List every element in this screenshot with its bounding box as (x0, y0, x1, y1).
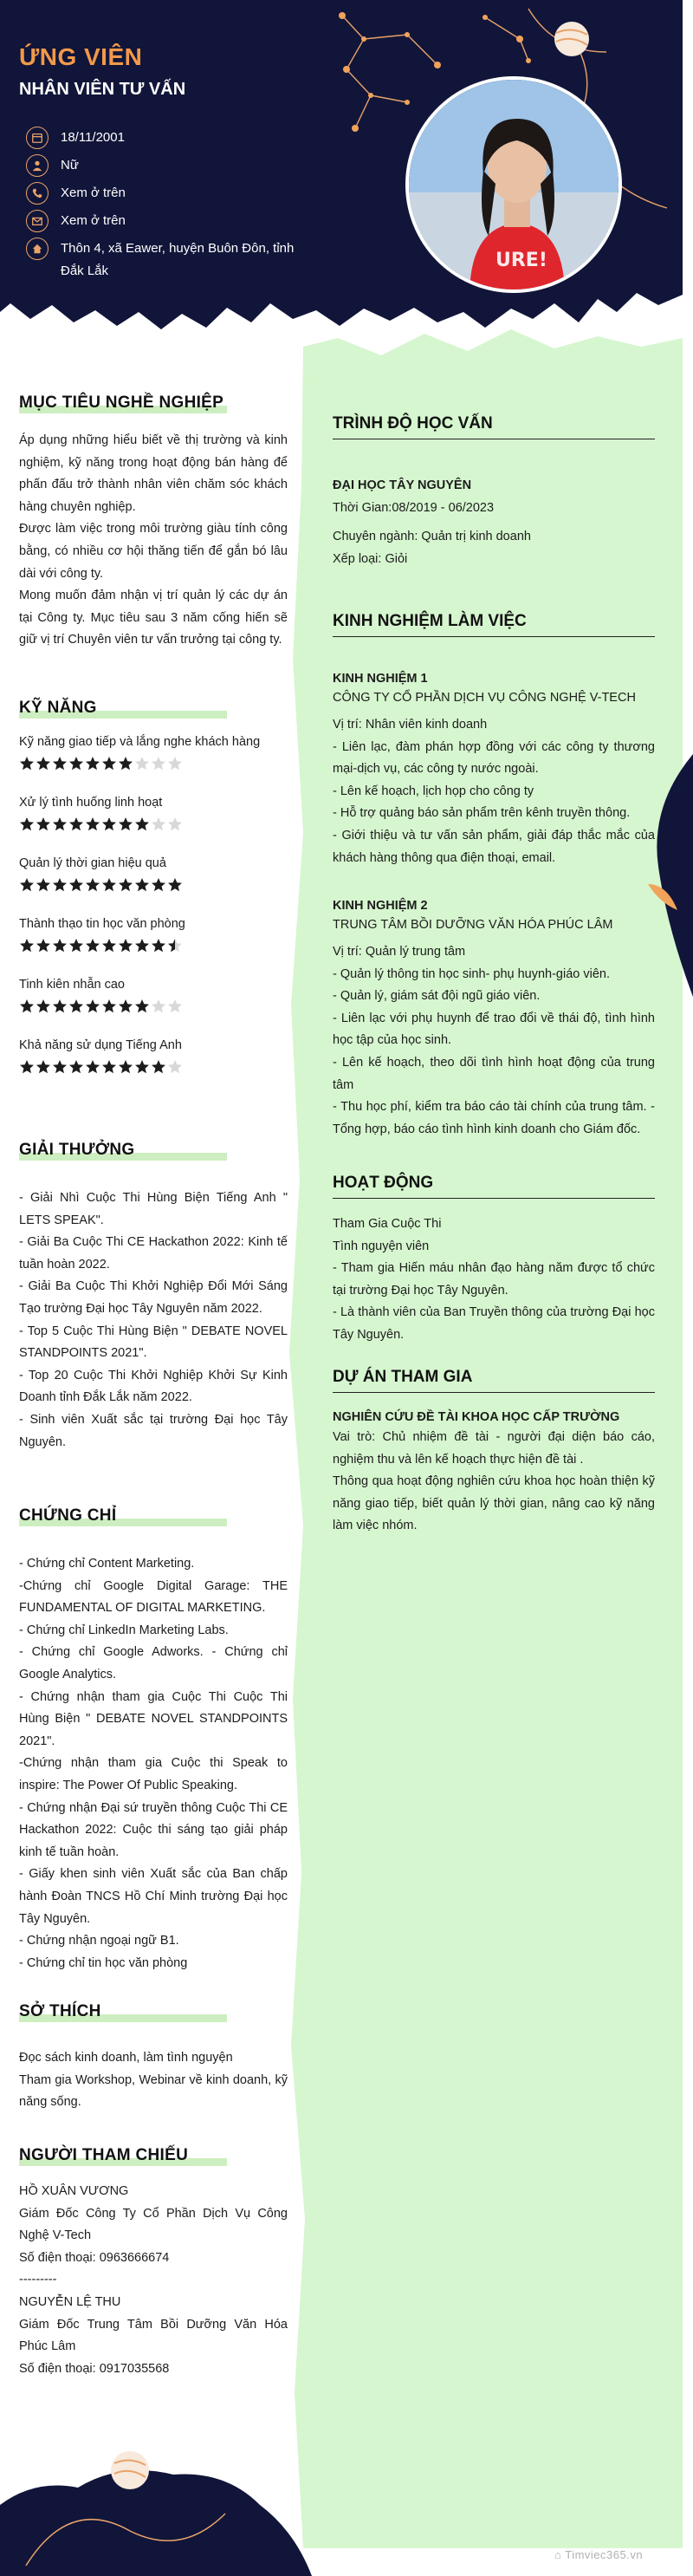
star-icon (151, 999, 166, 1014)
star-icon (134, 756, 150, 771)
skill-stars (19, 938, 288, 953)
skill-stars (19, 999, 288, 1014)
skill-item (19, 733, 288, 771)
birthday-value: 18/11/2001 (61, 130, 125, 145)
svg-text:URE!: URE! (495, 250, 547, 271)
star-icon (134, 1059, 150, 1075)
projects-block (333, 1408, 655, 1538)
star-icon (19, 938, 35, 953)
reference-line: Số điện thoại: 0963666674 (19, 2250, 170, 2265)
star-icon (19, 756, 35, 771)
certificate-line: - Chứng chỉ Content Marketing. (19, 1557, 195, 1571)
certificate-line: - Chứng chỉ LinkedIn Marketing Labs. (19, 1623, 229, 1637)
project-line: Thông qua hoạt động nghiên cứu khoa học hoàn thiện kỹ năng giao tiếp, biết quản lý thời gian, nâng cao kỹ năng làm việc nhóm. (333, 1474, 655, 1533)
address-value: Thôn 4, xã Eawer, huyện Buôn Đôn, tỉnh Đắk Lắk (61, 241, 295, 278)
job-line: - Quản lý thông tin học sinh- phụ huynh-giáo viên. (333, 966, 611, 981)
certificate-line: - Chứng chỉ Google Adworks. - Chứng chỉ Google Analytics. (19, 1645, 288, 1682)
skill-name: Xử lý tình huống linh hoạt (19, 796, 163, 810)
candidate-label: ỨNG VIÊN (19, 43, 143, 70)
award-line: - Top 20 Cuộc Thi Khởi Nghiệp Khởi Sự Kinh Doanh tỉnh Đắk Lắk năm 2022. (19, 1368, 288, 1405)
job-company: CÔNG TY CỔ PHẦN DỊCH VỤ CÔNG NGHỆ V-TECH (333, 691, 636, 705)
education-heading: TRÌNH ĐỘ HỌC VẤN (333, 414, 655, 439)
education-block (333, 475, 655, 570)
star-icon (68, 756, 84, 771)
star-icon (36, 756, 51, 771)
star-icon (52, 938, 68, 953)
experience-heading: KINH NGHIỆM LÀM VIỆC (333, 612, 655, 637)
star-icon (101, 816, 117, 832)
star-icon (52, 999, 68, 1014)
star-icon (118, 999, 133, 1014)
skill-stars (19, 877, 288, 893)
activity-line: - Tham gia Hiến máu nhân đạo hàng năm được tổ chức tại trường Đại học Tây Nguyên. (333, 1261, 655, 1298)
star-icon (151, 938, 166, 953)
star-icon (151, 816, 166, 832)
activity-line: Tham Gia Cuộc Thi (333, 1217, 442, 1231)
skill-name: Quản lý thời gian hiệu quả (19, 856, 166, 870)
reference-line: NGUYỄN LỆ THU (19, 2294, 121, 2309)
job-line: - Lên kế hoạch, lịch họp cho công ty (333, 784, 534, 798)
star-icon (85, 816, 100, 832)
star-icon (68, 999, 84, 1014)
hobbies-heading: SỞ THÍCH (19, 2002, 101, 2021)
star-icon (52, 1059, 68, 1075)
planet-decoration (554, 22, 589, 56)
star-icon (19, 816, 35, 832)
education-time: Thời Gian:08/2019 - 06/2023 (333, 500, 495, 515)
skill-name: Khả năng sử dụng Tiếng Anh (19, 1038, 182, 1052)
skill-stars (19, 816, 288, 832)
education-major: Chuyên ngành: Quản trị kinh doanh (333, 530, 531, 544)
reference-line: Số điện thoại: 0917035568 (19, 2361, 170, 2376)
job-line: - Liên lạc với phụ huynh để trao đổi về thái độ, tình hình học tập của học sinh. (333, 1011, 655, 1048)
experience-job-2 (333, 896, 655, 1141)
certificates-heading: CHỨNG CHỈ (19, 1506, 116, 1525)
calendar-icon (26, 127, 49, 149)
star-icon (36, 938, 51, 953)
objective-line: Áp dụng những hiểu biết về thị trường và kinh nghiệm, kỹ năng trong hoạt động bán hàng để phấn đấu trở thành nhân viên chăm sóc khách hàng chuyên nghiệp. (19, 433, 288, 514)
star-icon (167, 756, 183, 771)
certificate-line: -Chứng chỉ Google Digital Garage: THE FUNDAMENTAL OF DIGITAL MARKETING. (19, 1578, 288, 1616)
star-icon (151, 1059, 166, 1075)
star-icon (85, 756, 100, 771)
award-line: - Giải Ba Cuộc Thi CE Hackathon 2022: Kinh tế tuần hoàn 2022. (19, 1235, 288, 1272)
star-icon (134, 877, 150, 893)
star-icon (36, 816, 51, 832)
star-icon (101, 756, 117, 771)
activity-line: Tình nguyện viên (333, 1239, 430, 1253)
job-line: - Lên kế hoạch, theo dõi tình hình hoạt động của trung tâm (333, 1055, 655, 1092)
reference-line: Giám Đốc Trung Tâm Bồi Dưỡng Văn Hóa Phúc Lâm (19, 2317, 288, 2354)
star-icon (36, 1059, 51, 1075)
star-icon (85, 938, 100, 953)
star-icon (85, 877, 100, 893)
certificate-line: - Chứng nhận ngoại ngữ B1. (19, 1934, 179, 1948)
job-label: KINH NGHIỆM 1 (333, 672, 428, 686)
gender-value: Nữ (61, 158, 79, 172)
projects-heading: DỰ ÁN THAM GIA (333, 1368, 655, 1393)
hobby-line: Tham gia Workshop, Webinar về kinh doanh, kỹ năng sống. (19, 2072, 288, 2110)
reference-line: Giám Đốc Công Ty Cổ Phần Dịch Vụ Công Nghệ V-Tech (19, 2206, 288, 2243)
star-icon (19, 999, 35, 1014)
watermark-icon: ⌂ (554, 2548, 566, 2561)
certificate-line: - Chứng nhận Đại sứ truyền thông Cuộc Thi CE Hackathon 2022: Cuộc thi sáng tạo giải pháp kinh tế tuần hoàn. (19, 1800, 288, 1859)
skill-stars (19, 1059, 288, 1075)
education-school: ĐẠI HỌC TÂY NGUYÊN (333, 478, 472, 492)
references-heading: NGƯỜI THAM CHIẾU (19, 2146, 188, 2165)
phone-value: Xem ở trên (61, 185, 126, 200)
info-gender (26, 154, 79, 177)
star-icon (118, 1059, 133, 1075)
star-icon (36, 999, 51, 1014)
skill-stars (19, 756, 288, 771)
skill-name: Kỹ năng giao tiếp và lắng nghe khách hàng (19, 735, 261, 749)
star-icon (68, 938, 84, 953)
hobbies-text (19, 2047, 288, 2114)
star-icon (167, 816, 183, 832)
star-icon (19, 877, 35, 893)
skill-name: Tinh kiên nhẫn cao (19, 978, 125, 992)
skill-item (19, 976, 288, 1014)
award-line: - Giải Ba Cuộc Thi Khởi Nghiệp Đổi Mới Sáng Tạo trường Đại học Tây Nguyên năm 2022. (19, 1279, 288, 1316)
star-icon (167, 877, 183, 893)
star-icon (19, 1059, 35, 1075)
phone-icon (26, 182, 49, 205)
activity-line: - Là thành viên của Ban Truyền thông của trường Đại học Tây Nguyên. (333, 1305, 655, 1342)
star-icon (118, 816, 133, 832)
skill-name: Thành thạo tin học văn phòng (19, 917, 185, 931)
job-line: - Liên lạc, đàm phán hợp đồng với các công ty thương mại-dịch vụ, các công ty nước ngoài. (333, 739, 655, 777)
star-icon (151, 877, 166, 893)
home-icon (26, 237, 49, 260)
star-icon (52, 756, 68, 771)
certificate-line: - Chứng chỉ tin học văn phòng (19, 1955, 188, 1970)
job-line: Vị trí: Quản lý trung tâm (333, 945, 466, 959)
award-line: - Giải Nhì Cuộc Thi Hùng Biện Tiếng Anh " LETS SPEAK". (19, 1191, 288, 1227)
star-icon (52, 816, 68, 832)
certificate-line: - Chứng nhận tham gia Cuộc Thi Cuộc Thi Hùng Biện " DEBATE NOVEL STANDPOINTS 2021". (19, 1689, 288, 1748)
star-icon (52, 877, 68, 893)
star-icon (134, 999, 150, 1014)
bottom-decoration (0, 2427, 346, 2576)
objective-line: Mong muốn đảm nhận vị trí quản lý các dự án tại Công ty. Mục tiêu sau 3 năm cống hiến sẽ giữ vị trí Chuyên viên tư vấn trưởng tại công ty. (19, 589, 288, 647)
activities-heading: HOẠT ĐỘNG (333, 1174, 655, 1199)
candidate-position: NHÂN VIÊN TƯ VẤN (19, 80, 186, 99)
star-icon (118, 756, 133, 771)
skill-item (19, 915, 288, 953)
awards-heading: GIẢI THƯỞNG (19, 1141, 134, 1160)
star-icon (134, 938, 150, 953)
job-line: Vị trí: Nhân viên kinh doanh (333, 718, 488, 732)
experience-job-1 (333, 669, 655, 869)
info-phone (26, 182, 126, 205)
star-icon (101, 938, 117, 953)
certificate-line: -Chứng nhận tham gia Cuộc thi Speak to inspire: The Power Of Public Speaking. (19, 1756, 288, 1792)
user-icon (26, 154, 49, 177)
project-line: Vai trò: Chủ nhiệm đề tài - người đại diện báo cáo, nghiệm thu và lên kế hoạch thực hiện đề tài . (333, 1430, 655, 1467)
job-line: - Thu học phí, kiểm tra báo cáo tài chính của trung tâm. - Tổng hợp, báo cáo tình hình kinh doanh cho Giám đốc. (333, 1100, 655, 1136)
award-line: - Sinh viên Xuất sắc tại trường Đại học Tây Nguyên. (19, 1412, 288, 1449)
star-icon (167, 938, 183, 953)
certificate-line: - Giấy khen sinh viên Xuất sắc của Ban chấp hành Đoàn TNCS Hồ Chí Minh trường Đại học Tây Nguyên. (19, 1867, 288, 1926)
activities-block (333, 1213, 655, 1347)
references-text (19, 2181, 288, 2380)
star-icon (118, 938, 133, 953)
watermark-text: Timviec365.vn (565, 2548, 644, 2561)
star-icon (36, 877, 51, 893)
job-line: - Quản lý, giám sát đội ngũ giáo viên. (333, 989, 541, 1004)
info-address (26, 237, 295, 283)
email-value: Xem ở trên (61, 213, 126, 228)
info-email (26, 210, 126, 232)
star-icon (101, 877, 117, 893)
reference-line: --------- (19, 2273, 57, 2287)
watermark (554, 2548, 643, 2561)
objective-line: Được làm việc trong môi trường giàu tính công bằng, có nhiều cơ hội thăng tiến để gắn bó lâu dài với công ty. (19, 522, 288, 581)
avatar (405, 76, 622, 293)
job-company: TRUNG TÂM BỒI DƯỠNG VĂN HÓA PHÚC LÂM (333, 918, 613, 932)
objective-heading: MỤC TIÊU NGHỀ NGHIỆP (19, 394, 223, 413)
star-icon (101, 1059, 117, 1075)
objective-text (19, 430, 288, 652)
job-line: - Hỗ trợ quảng báo sản phẩm trên kênh truyền thông. (333, 806, 631, 821)
star-icon (134, 816, 150, 832)
certificates-text (19, 1553, 288, 1974)
project-name: NGHIÊN CỨU ĐỀ TÀI KHOA HỌC CẤP TRƯỜNG (333, 1410, 620, 1424)
star-icon (85, 1059, 100, 1075)
info-birthday (26, 127, 125, 149)
skill-item (19, 1037, 288, 1075)
job-label: KINH NGHIỆM 2 (333, 899, 428, 913)
job-line: - Giới thiệu và tư vấn sản phẩm, giải đáp thắc mắc của khách hàng thông qua điện thoại, email. (333, 828, 655, 865)
award-line: - Top 5 Cuộc Thi Hùng Biện " DEBATE NOVEL STANDPOINTS 2021". (19, 1324, 288, 1361)
star-icon (68, 877, 84, 893)
star-icon (85, 999, 100, 1014)
awards-text (19, 1187, 288, 1454)
education-grade: Xếp loại: Giỏi (333, 551, 408, 566)
star-icon (68, 1059, 84, 1075)
star-icon (167, 999, 183, 1014)
star-icon (118, 877, 133, 893)
star-icon (68, 816, 84, 832)
star-icon (167, 1059, 183, 1075)
email-icon (26, 210, 49, 232)
star-icon (101, 999, 117, 1014)
hobby-line: Đọc sách kinh doanh, làm tình nguyện (19, 2051, 233, 2065)
skill-item (19, 794, 288, 832)
reference-line: HỒ XUÂN VƯƠNG (19, 2184, 129, 2198)
star-icon (151, 756, 166, 771)
skills-heading: KỸ NĂNG (19, 699, 97, 718)
skill-item (19, 855, 288, 893)
